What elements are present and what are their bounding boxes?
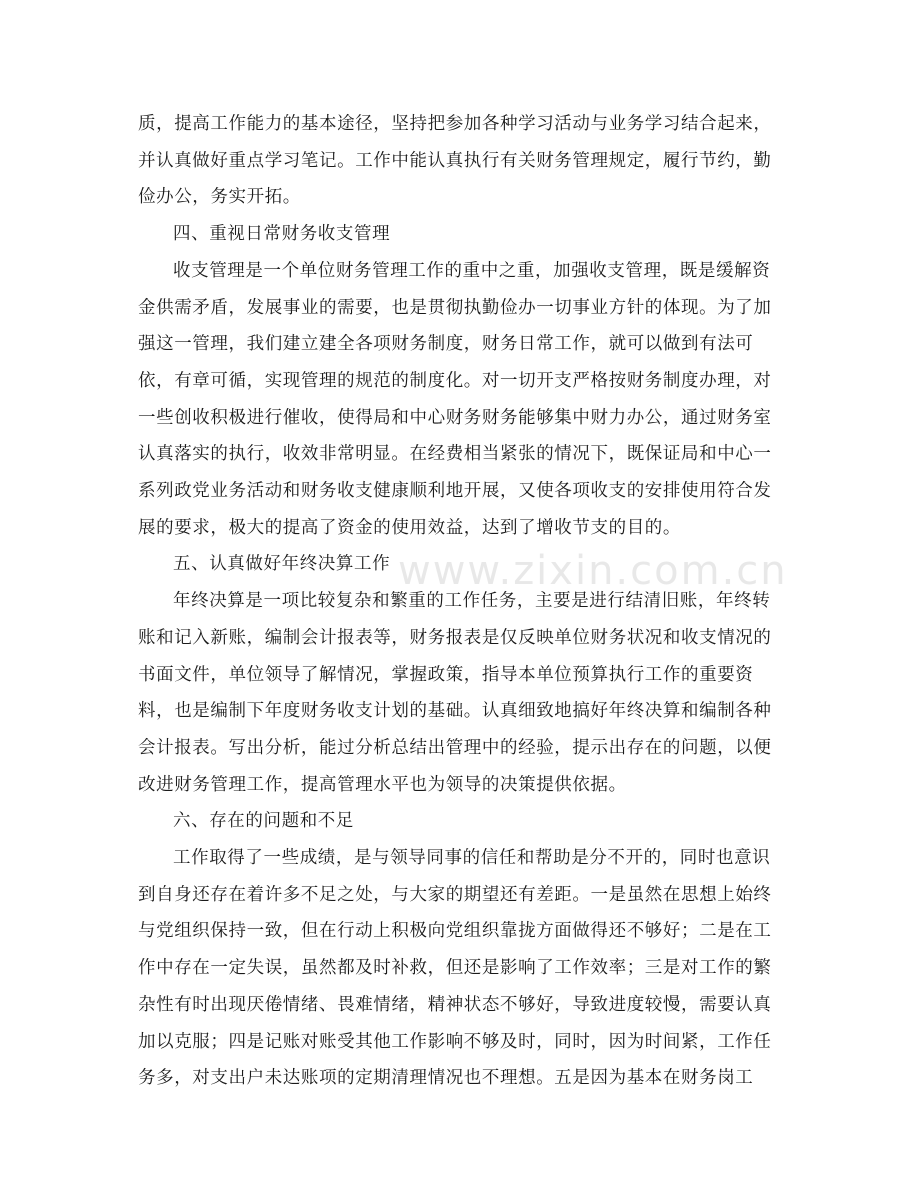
paragraph-section-6 — [138, 840, 778, 1097]
text-line: 会计报表。写出分析，能过分析总结出管理中的经验，提示出存在的问题，以便 — [138, 737, 772, 758]
paragraph-intro-continued — [138, 106, 778, 216]
text-line: 到自身还存在着许多不足之处，与大家的期望还有差距。一是虽然在思想上始终 — [138, 884, 772, 905]
text-line: 务多，对支出户未达账项的定期清理情况也不理想。五是因为基本在财务岗工 — [138, 1068, 754, 1089]
text-line: 工作取得了一些成绩，是与领导同事的信任和帮助是分不开的，同时也意识 — [173, 848, 771, 869]
text-line: 俭办公，务实开拓。 — [138, 187, 301, 208]
text-line: 并认真做好重点学习笔记。工作中能认真执行有关财务管理规定，履行节约，勤 — [138, 150, 772, 171]
text-line: 认真落实的执行，收效非常明显。在经费相当紧张的情况下，既保证局和中心一 — [138, 444, 772, 465]
document-body — [138, 106, 778, 1097]
text-line: 书面文件，单位领导了解情况，掌握政策，指导本单位预算执行工作的重要资 — [138, 664, 754, 685]
text-line: 与党组织保持一致，但在行动上积极向党组织靠拢方面做得还不够好；二是在工 — [138, 921, 772, 942]
text-line: 加以克服；四是记账对账受其他工作影响不够及时，同时，因为时间紧，工作任 — [138, 1031, 772, 1052]
watermark: www.zixin.com.cn — [398, 548, 788, 594]
text-line: 料，也是编制下年度财务收支计划的基础。认真细致地搞好年终决算和编制各种 — [138, 701, 772, 722]
text-line: 质，提高工作能力的基本途径，坚持把参加各种学习活动与业务学习结合起来， — [138, 114, 772, 134]
text-line: 展的要求，极大的提高了资金的使用效益，达到了增收节支的目的。 — [138, 517, 681, 538]
section-heading-6 — [138, 803, 778, 840]
heading-text: 六、存在的问题和不足 — [173, 811, 354, 832]
text-line: 系列政党业务活动和财务收支健康顺利地开展，又使各项收支的安排使用符合发 — [138, 481, 772, 502]
text-line: 杂性有时出现厌倦情绪、畏难情绪，精神状态不够好，导致进度较慢，需要认真 — [138, 994, 772, 1015]
text-line: 一些创收积极进行催收，使得局和中心财务财务能够集中财力办公，通过财务室 — [138, 407, 772, 428]
paragraph-section-4 — [138, 253, 778, 547]
text-line: 强这一管理，我们建立建全各项财务制度，财务日常工作，就可以做到有法可 — [138, 334, 754, 355]
text-line: 依，有章可循，实现管理的规范的制度化。对一切开支严格按财务制度办理，对 — [138, 370, 772, 391]
text-line: 金供需矛盾，发展事业的需要，也是贯彻执勤俭办一切事业方针的体现。为了加 — [138, 297, 772, 318]
text-line: 年终决算是一项比较复杂和繁重的工作任务，主要是进行结清旧账，年终转 — [173, 591, 771, 612]
paragraph-section-5 — [138, 583, 778, 803]
heading-text: 五、认真做好年终决算工作 — [173, 554, 391, 575]
section-heading-4 — [138, 216, 778, 253]
text-line: 作中存在一定失误，虽然都及时补救，但还是影响了工作效率；三是对工作的繁 — [138, 958, 772, 979]
text-line: 收支管理是一个单位财务管理工作的重中之重，加强收支管理，既是缓解资 — [173, 260, 771, 281]
text-line: 账和记入新账，编制会计报表等，财务报表是仅反映单位财务状况和收支情况的 — [138, 627, 772, 648]
heading-text: 四、重视日常财务收支管理 — [173, 224, 391, 245]
section-heading-5 — [138, 546, 778, 583]
text-line: 改进财务管理工作，提高管理水平也为领导的决策提供依据。 — [138, 774, 627, 795]
